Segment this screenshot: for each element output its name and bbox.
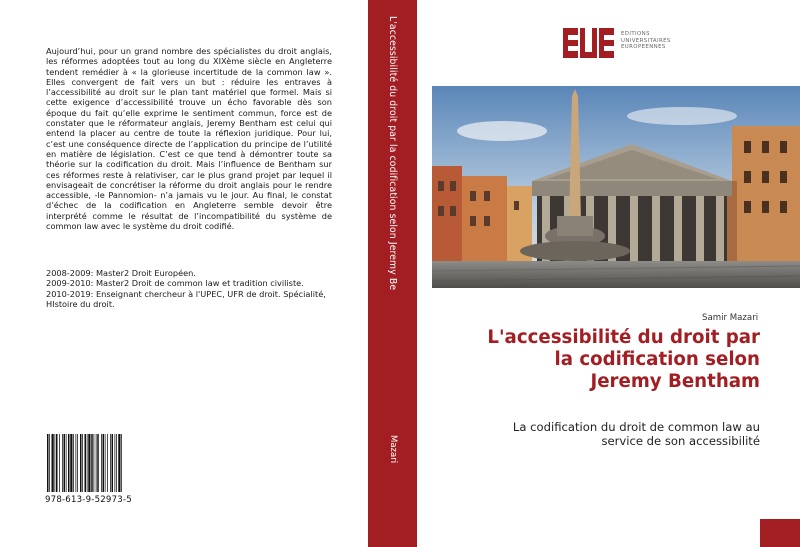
author-bio bbox=[46, 268, 332, 309]
title-line: Jeremy Bentham bbox=[590, 371, 760, 392]
barcode-icon bbox=[45, 432, 150, 494]
isbn-barcode bbox=[45, 432, 150, 506]
cover-author: Samir Mazari bbox=[702, 313, 759, 323]
front-cover bbox=[417, 0, 800, 547]
publisher-line: UNIVERSITAIRES bbox=[621, 37, 671, 44]
publisher-name bbox=[621, 31, 671, 51]
back-cover bbox=[0, 0, 368, 547]
pantheon-photo bbox=[432, 86, 800, 288]
book-spine bbox=[368, 0, 417, 547]
spine-author: Mazari bbox=[388, 435, 398, 464]
back-cover-blurb: Aujourd’hui, pour un grand nombre des spécialistes du droit anglais, les réformes adoptées tout au long du XIXème siècle en Angleterre tendent remédier à « la glorieuse incertitude de la common law ». Elles convergent de fait vers un but : réduire les entraves à l’accessibilité au droit sur le plan tant matériel que formel. Mais si cette exigence d’accessibilité trouve un écho favorable dès son époque du fait qu’elle exprime le sentiment commun, force est de constater que le réformateur anglais, Jeremy Bentham est celui qui entend la placer au centre de toute la réflexion juridique. Pour lui, c’est une conséquence directe de l’application du principe de l’utilité en matière de législation. C’est ce que tend à démontrer toute sa théorie sur la codification du droit. Mais l’influence de Bentham sur ces réformes reste à relativiser, car le plus grand projet par lequel il envisageait de concrétiser la réforme du droit anglais pour le rendre accessible, -le Pannomion- n’a jamais vu le jour. Au final, le constat d’échec de la codification en Angleterre semble devoir être interprété comme le résultat de l’incompatibilité du système de common law avec le système du droit codifié. bbox=[46, 46, 332, 232]
book-title bbox=[470, 327, 760, 393]
publisher-line: EDITIONS bbox=[621, 31, 650, 37]
bio-line: 2008-2009: Master2 Droit Européen. bbox=[46, 268, 196, 278]
subtitle-line: service de son accessibilité bbox=[601, 434, 760, 448]
bio-line: 2009-2010: Master2 Droit de common law et tradition civiliste. bbox=[46, 278, 304, 289]
spine-title: L'accessibilité du droit par la codification selon Jeremy Be bbox=[387, 16, 398, 291]
book-subtitle bbox=[460, 420, 760, 448]
publisher-line: EUROPEENNES bbox=[621, 44, 666, 51]
bio-line: 2010-2019: Enseignant chercheur à l'UPEC, UFR de droit. Spécialité, HIstoire du droit. bbox=[46, 288, 326, 309]
eue-logo-icon bbox=[563, 28, 615, 58]
isbn-number: 978-613-9-52973-5 bbox=[45, 495, 132, 505]
corner-accent bbox=[760, 519, 800, 547]
title-line: L'accessibilité du droit par bbox=[487, 327, 760, 348]
subtitle-line: La codification du droit de common law au bbox=[512, 420, 760, 434]
title-line: la codification selon bbox=[554, 349, 760, 370]
